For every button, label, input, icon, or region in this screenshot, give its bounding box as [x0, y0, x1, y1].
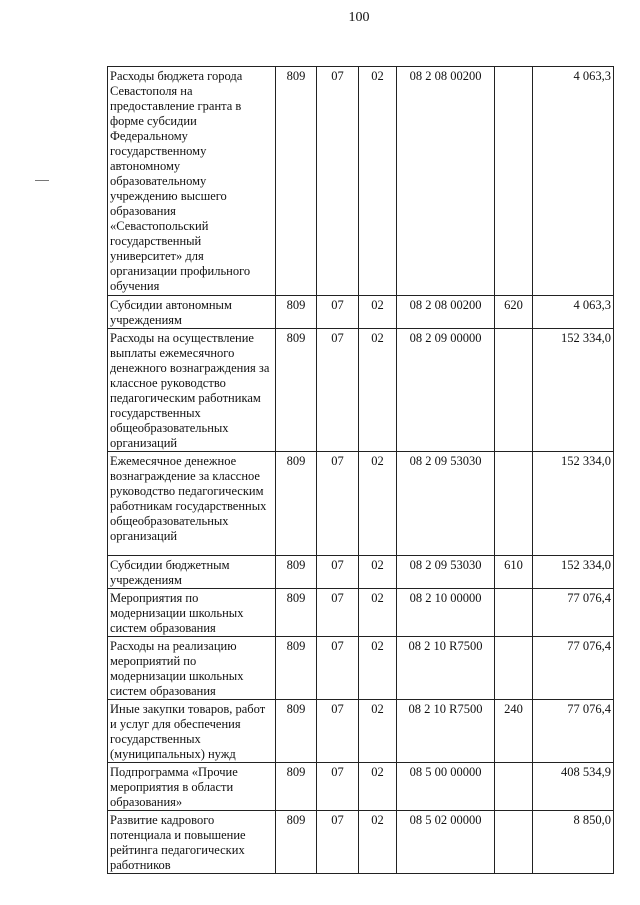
table-row	[108, 763, 614, 811]
amount: 77 076,4	[533, 637, 614, 700]
ministry-code: 809	[276, 556, 317, 589]
expense-type-code	[495, 763, 533, 811]
ministry-code: 809	[276, 637, 317, 700]
section-code: 07	[317, 556, 359, 589]
table-row	[108, 700, 614, 763]
table-row	[108, 296, 614, 329]
target-article-code: 08 2 09 53030	[397, 452, 495, 556]
expense-type-code: 610	[495, 556, 533, 589]
expense-type-code	[495, 67, 533, 296]
subsection-code: 02	[359, 67, 397, 296]
table-row	[108, 637, 614, 700]
section-code: 07	[317, 67, 359, 296]
section-code: 07	[317, 329, 359, 452]
row-description: Иные закупки товаров, работ и услуг для обеспечения государственных (муниципальных) нужд	[108, 700, 276, 763]
table-row	[108, 556, 614, 589]
ministry-code: 809	[276, 763, 317, 811]
expense-type-code	[495, 589, 533, 637]
amount: 152 334,0	[533, 556, 614, 589]
row-description: Расходы бюджета города Севастополя на предоставление гранта в форме субсидии Федеральному государственному автономному образовательному учреждению высшего образования «Севастопольский государственный университет» для организации профильного обучения	[108, 67, 276, 296]
row-description: Подпрограмма «Прочие мероприятия в области образования»	[108, 763, 276, 811]
ministry-code: 809	[276, 329, 317, 452]
section-code: 07	[317, 811, 359, 874]
target-article-code: 08 2 09 00000	[397, 329, 495, 452]
subsection-code: 02	[359, 296, 397, 329]
subsection-code: 02	[359, 811, 397, 874]
target-article-code: 08 2 10 R7500	[397, 700, 495, 763]
ministry-code: 809	[276, 452, 317, 556]
table-row	[108, 452, 614, 556]
amount: 408 534,9	[533, 763, 614, 811]
ministry-code: 809	[276, 700, 317, 763]
subsection-code: 02	[359, 589, 397, 637]
amount: 152 334,0	[533, 329, 614, 452]
expense-type-code	[495, 811, 533, 874]
ministry-code: 809	[276, 296, 317, 329]
ministry-code: 809	[276, 811, 317, 874]
row-description: Субсидии бюджетным учреждениям	[108, 556, 276, 589]
section-code: 07	[317, 589, 359, 637]
subsection-code: 02	[359, 452, 397, 556]
table-row	[108, 329, 614, 452]
target-article-code: 08 2 09 53030	[397, 556, 495, 589]
subsection-code: 02	[359, 329, 397, 452]
ministry-code: 809	[276, 67, 317, 296]
table-row	[108, 811, 614, 874]
subsection-code: 02	[359, 637, 397, 700]
section-code: 07	[317, 637, 359, 700]
row-description: Развитие кадрового потенциала и повышение рейтинга педагогических работников	[108, 811, 276, 874]
row-description: Мероприятия по модернизации школьных систем образования	[108, 589, 276, 637]
target-article-code: 08 5 02 00000	[397, 811, 495, 874]
table-row	[108, 589, 614, 637]
ministry-code: 809	[276, 589, 317, 637]
row-description: Субсидии автономным учреждениям	[108, 296, 276, 329]
target-article-code: 08 2 08 00200	[397, 67, 495, 296]
amount: 8 850,0	[533, 811, 614, 874]
amount: 77 076,4	[533, 700, 614, 763]
row-description: Расходы на реализацию мероприятий по модернизации школьных систем образования	[108, 637, 276, 700]
target-article-code: 08 2 10 00000	[397, 589, 495, 637]
subsection-code: 02	[359, 700, 397, 763]
expense-type-code: 240	[495, 700, 533, 763]
budget-table-body	[108, 67, 614, 874]
amount: 77 076,4	[533, 589, 614, 637]
section-code: 07	[317, 763, 359, 811]
target-article-code: 08 5 00 00000	[397, 763, 495, 811]
expense-type-code	[495, 452, 533, 556]
margin-mark	[35, 180, 49, 181]
section-code: 07	[317, 700, 359, 763]
table-row	[108, 67, 614, 296]
amount: 152 334,0	[533, 452, 614, 556]
subsection-code: 02	[359, 763, 397, 811]
expense-type-code	[495, 637, 533, 700]
section-code: 07	[317, 452, 359, 556]
row-description: Ежемесячное денежное вознаграждение за классное руководство педагогическим работникам государственных общеобразовательных организаций	[108, 452, 276, 556]
amount: 4 063,3	[533, 67, 614, 296]
target-article-code: 08 2 10 R7500	[397, 637, 495, 700]
budget-table	[107, 66, 614, 874]
amount: 4 063,3	[533, 296, 614, 329]
target-article-code: 08 2 08 00200	[397, 296, 495, 329]
expense-type-code: 620	[495, 296, 533, 329]
row-description: Расходы на осуществление выплаты ежемесячного денежного вознаграждения за классное руководство педагогическим работникам государственных общеобразовательных организаций	[108, 329, 276, 452]
page-number: 100	[348, 10, 370, 25]
expense-type-code	[495, 329, 533, 452]
subsection-code: 02	[359, 556, 397, 589]
section-code: 07	[317, 296, 359, 329]
